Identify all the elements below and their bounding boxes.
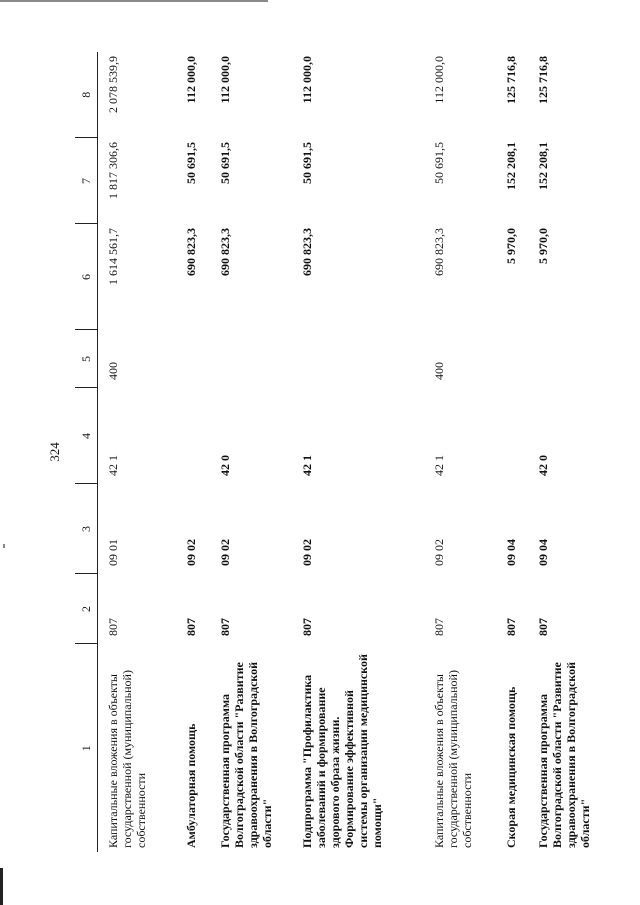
cell-ministry: 807 bbox=[106, 618, 120, 636]
cell-section: 09 04 bbox=[535, 539, 550, 566]
top-rule bbox=[0, 0, 268, 2]
table-row bbox=[210, 52, 292, 852]
row-name: Капитальные вложения в объекты государственной (муниципальной) собственности bbox=[106, 670, 148, 848]
cell-amount-3: 125 716,8 bbox=[535, 56, 550, 104]
cell-amount-2: 50 691,5 bbox=[183, 142, 198, 184]
cell-target: 42 1 bbox=[106, 455, 120, 476]
cell-amount-1: 5 970,0 bbox=[503, 228, 518, 264]
cell-amount-1: 690 823,3 bbox=[431, 228, 446, 276]
cell-amount-3: 125 716,8 bbox=[503, 56, 518, 104]
column-header-5: 5 bbox=[75, 330, 98, 388]
column-header-4: 4 bbox=[75, 388, 98, 484]
cell-expense-type: 400 bbox=[106, 362, 120, 380]
cell-expense-type bbox=[210, 330, 292, 388]
cell-section: 09 01 bbox=[106, 539, 120, 566]
cell-section: 09 02 bbox=[183, 539, 198, 566]
cell-amount-1: 690 823,3 bbox=[299, 228, 314, 276]
cell-amount-2: 1 817 306,6 bbox=[106, 142, 120, 199]
cell-ministry: 807 bbox=[299, 618, 314, 636]
page-number: 324 bbox=[47, 442, 62, 462]
cell-expense-type bbox=[528, 330, 610, 388]
cell-target: 42 1 bbox=[299, 455, 314, 476]
cell-amount-1: 690 823,3 bbox=[183, 228, 198, 276]
column-header-6: 6 bbox=[75, 224, 98, 330]
cell-section: 09 02 bbox=[217, 539, 232, 566]
cell-amount-3: 112 000,0 bbox=[299, 56, 314, 104]
column-header-8: 8 bbox=[75, 52, 98, 138]
cell-target: 42 0 bbox=[217, 455, 232, 476]
table-row bbox=[424, 52, 496, 852]
cell-amount-2: 152 208,1 bbox=[535, 142, 550, 190]
column-header-1: 1 bbox=[75, 644, 98, 852]
cell-amount-2: 50 691,5 bbox=[431, 142, 446, 184]
cell-ministry: 807 bbox=[183, 618, 198, 636]
column-header-7: 7 bbox=[75, 138, 98, 224]
cell-expense-type bbox=[292, 330, 424, 388]
cell-expense-type: 400 bbox=[431, 362, 446, 380]
table-row bbox=[292, 52, 424, 852]
table-row bbox=[496, 52, 528, 852]
table-row bbox=[528, 52, 610, 852]
row-name: Государственная программа Волгоградской области "Развитие здравоохранения в Волгоградской области" bbox=[535, 661, 592, 848]
row-name: Амбулаторная помощь bbox=[183, 723, 198, 848]
cell-expense-type bbox=[176, 330, 210, 388]
cell-target bbox=[176, 388, 210, 484]
cell-amount-1: 690 823,3 bbox=[217, 228, 232, 276]
cell-target: 42 1 bbox=[431, 455, 446, 476]
column-header-2: 2 bbox=[75, 574, 98, 644]
cell-amount-2: 50 691,5 bbox=[299, 142, 314, 184]
table-row bbox=[176, 52, 210, 852]
scan-edge-bar bbox=[0, 868, 3, 905]
cell-amount-2: 152 208,1 bbox=[503, 142, 518, 190]
cell-ministry: 807 bbox=[217, 618, 232, 636]
rotated-page bbox=[45, 52, 619, 852]
table-header-row bbox=[75, 52, 98, 852]
cell-section: 09 04 bbox=[503, 539, 518, 566]
cell-ministry: 807 bbox=[503, 618, 518, 636]
column-header-3: 3 bbox=[75, 484, 98, 574]
cell-amount-1: 5 970,0 bbox=[535, 228, 550, 264]
row-name: Скорая медицинская помощь bbox=[503, 686, 518, 848]
cell-expense-type bbox=[496, 330, 528, 388]
row-name: Подпрограмма "Профилактика заболеваний и формирование здорового образа жизни. Формирование эффективной системы организации медицинской помощи" bbox=[299, 654, 384, 848]
cell-target: 42 0 bbox=[535, 455, 550, 476]
cell-target bbox=[496, 388, 528, 484]
row-name: Капитальные вложения в объекты государственной (муниципальной) собственности bbox=[431, 670, 474, 848]
cell-amount-3: 112 000,0 bbox=[217, 56, 232, 104]
cell-ministry: 807 bbox=[535, 618, 550, 636]
cell-amount-3: 112 000,0 bbox=[431, 56, 446, 104]
cell-section: 09 02 bbox=[299, 539, 314, 566]
cell-section: 09 02 bbox=[431, 539, 446, 566]
scan-mark bbox=[3, 544, 5, 548]
cell-amount-2: 50 691,5 bbox=[217, 142, 232, 184]
row-name: Государственная программа Волгоградской области "Развитие здравоохранения в Волгоградской области" bbox=[217, 661, 274, 848]
cell-ministry: 807 bbox=[431, 618, 446, 636]
cell-amount-1: 1 614 561,7 bbox=[106, 228, 120, 285]
budget-table-container bbox=[75, 52, 609, 852]
cell-amount-3: 112 000,0 bbox=[183, 56, 198, 104]
cell-amount-3: 2 078 539,9 bbox=[106, 56, 120, 113]
table-row bbox=[98, 52, 176, 852]
budget-table bbox=[75, 52, 610, 852]
